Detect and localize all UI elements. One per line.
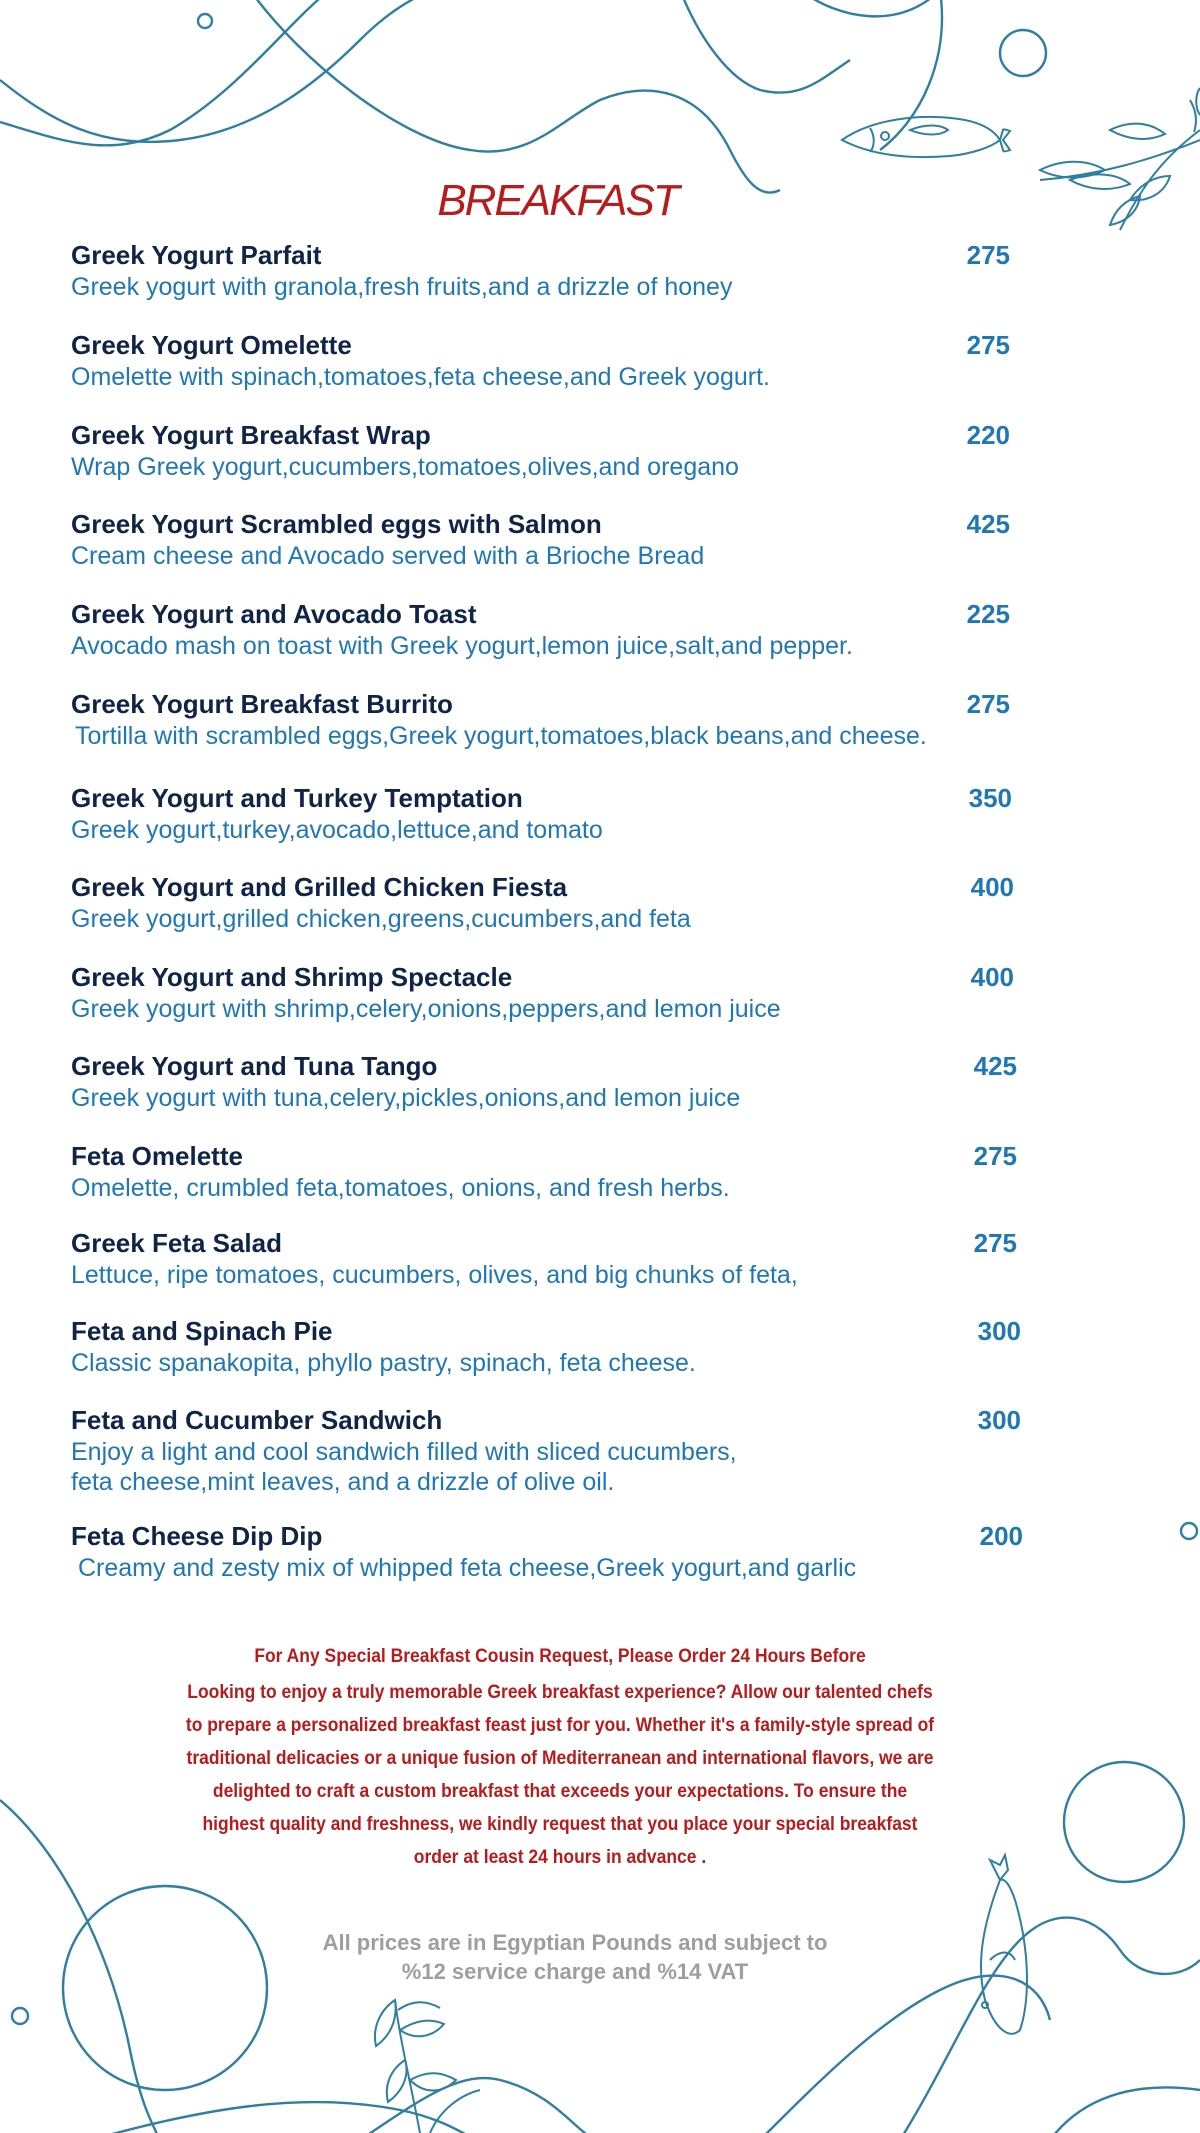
- menu-item-description: Greek yogurt with shrimp,celery,onions,peppers,and lemon juice: [71, 995, 781, 1023]
- circle-ornament-icon: [1181, 1523, 1197, 1539]
- wave-line-bottom-1: [0, 1800, 160, 2133]
- menu-item-name: Greek Yogurt Scrambled eggs with Salmon: [71, 509, 602, 539]
- menu-item: [71, 689, 1081, 751]
- special-request-line: traditional delicacies or a unique fusion of Mediterranean and international flavors, we are: [186, 1748, 934, 1769]
- menu-item-name: Greek Feta Salad: [71, 1228, 282, 1258]
- wave-line-bottom-6: [1050, 2087, 1200, 2133]
- menu-item-description: Greek yogurt with granola,fresh fruits,and a drizzle of honey: [71, 273, 733, 301]
- menu-item-price: 275: [966, 330, 1010, 360]
- menu-item: [71, 420, 1081, 482]
- menu-item-price: 275: [973, 1141, 1017, 1171]
- wave-line-top-5: [800, 0, 940, 16]
- menu-item: [71, 509, 1081, 571]
- menu-item-price: 400: [970, 962, 1014, 992]
- fish-icon: [842, 117, 1010, 157]
- menu-item-description: Classic spanakopita, phyllo pastry, spinach, feta cheese.: [71, 1349, 696, 1377]
- menu-item-description: Omelette, crumbled feta,tomatoes, onions, and fresh herbs.: [71, 1174, 730, 1202]
- wave-line-top-2: [0, 0, 460, 142]
- wave-line-bottom-2: [90, 2102, 480, 2133]
- menu-item-name: Greek Yogurt and Shrimp Spectacle: [71, 962, 513, 992]
- menu-item-description: Wrap Greek yogurt,cucumbers,tomatoes,olives,and oregano: [71, 453, 739, 481]
- menu-item-price: 425: [973, 1051, 1017, 1081]
- menu-item-price: 220: [966, 420, 1010, 450]
- menu-item-name: Feta Omelette: [71, 1141, 243, 1171]
- menu-item-price: 200: [979, 1521, 1023, 1551]
- menu-item-name: Greek Yogurt Omelette: [71, 330, 352, 360]
- menu-item-description: feta cheese,mint leaves, and a drizzle of olive oil.: [71, 1468, 615, 1496]
- menu-item-price: 425: [966, 509, 1010, 539]
- menu-item: [71, 330, 1081, 392]
- menu-item: [71, 1405, 1081, 1497]
- menu-item-description: Greek yogurt,grilled chicken,greens,cucumbers,and feta: [71, 905, 691, 933]
- menu-item: [71, 1141, 1081, 1203]
- menu-item-description: Cream cheese and Avocado served with a Brioche Bread: [71, 542, 705, 570]
- prices-note-line-2: %12 service charge and %14 VAT: [401, 1959, 749, 1984]
- fish-icon: [981, 1855, 1027, 2034]
- circle-ornament-icon: [1000, 30, 1046, 76]
- menu-item-price: 275: [966, 240, 1010, 270]
- menu-item-description: Enjoy a light and cool sandwich filled with sliced cucumbers,: [71, 1438, 737, 1466]
- wave-line-bottom-3: [360, 2078, 600, 2133]
- special-request-line: delighted to craft a custom breakfast that exceeds your expectations. To ensure the: [212, 1781, 908, 1802]
- wave-line-bottom-5: [760, 1976, 1050, 2133]
- menu-item-name: Greek Yogurt and Grilled Chicken Fiesta: [71, 872, 568, 902]
- menu-title: BREAKFAST: [437, 176, 678, 225]
- special-request-line: to prepare a personalized breakfast feast just for you. Whether it's a family-style spread of: [185, 1715, 935, 1736]
- wave-line-bottom-4: [900, 1918, 1200, 2133]
- menu-item: [71, 783, 1081, 845]
- special-request-heading: For Any Special Breakfast Cousin Request, Please Order 24 Hours Before: [254, 1646, 866, 1667]
- menu-item-description: Lettuce, ripe tomatoes, cucumbers, olives, and big chunks of feta,: [71, 1261, 798, 1289]
- menu-item-name: Feta and Spinach Pie: [71, 1316, 333, 1346]
- menu-item: [71, 1316, 1081, 1378]
- olive-branch-icon: [375, 2000, 480, 2133]
- prices-note-line-1: All prices are in Egyptian Pounds and subject to: [322, 1930, 828, 1955]
- menu-item-name: Greek Yogurt Parfait: [71, 240, 322, 270]
- menu-item-description: Tortilla with scrambled eggs,Greek yogurt,tomatoes,black beans,and cheese.: [75, 722, 927, 750]
- menu-item-name: Feta Cheese Dip Dip: [71, 1521, 323, 1551]
- menu-item-description: Greek yogurt,turkey,avocado,lettuce,and tomato: [71, 816, 603, 844]
- menu-item: [71, 1228, 1081, 1290]
- circle-ornament-icon: [12, 2008, 28, 2024]
- wave-line-top-3: [250, 0, 780, 193]
- special-request-line: order at least 24 hours in advance .: [413, 1847, 707, 1868]
- menu-item-description: Omelette with spinach,tomatoes,feta cheese,and Greek yogurt.: [71, 363, 770, 391]
- special-request-line: Looking to enjoy a truly memorable Greek breakfast experience? Allow our talented chefs: [187, 1682, 933, 1703]
- menu-item-name: Greek Yogurt and Turkey Temptation: [71, 783, 523, 813]
- menu-item: [71, 1051, 1081, 1113]
- menu-item-description: Creamy and zesty mix of whipped feta cheese,Greek yogurt,and garlic: [78, 1554, 857, 1582]
- wave-line-top-4: [680, 0, 850, 93]
- menu-item-name: Greek Yogurt and Avocado Toast: [71, 599, 477, 629]
- menu-item-description: Greek yogurt with tuna,celery,pickles,onions,and lemon juice: [71, 1084, 741, 1112]
- menu-item-name: Feta and Cucumber Sandwich: [71, 1405, 443, 1435]
- prices-note: [250, 1928, 900, 1986]
- menu-item-name: Greek Yogurt Breakfast Burrito: [71, 689, 453, 719]
- menu-item: [71, 599, 1081, 661]
- menu-item-price: 225: [966, 599, 1010, 629]
- menu-item-description: Avocado mash on toast with Greek yogurt,lemon juice,salt,and pepper.: [71, 632, 853, 660]
- circle-ornament-icon: [1064, 1762, 1184, 1882]
- wave-line-top-1: [0, 0, 330, 145]
- menu-item-price: 400: [970, 872, 1014, 902]
- circle-ornament-icon: [63, 1886, 267, 2090]
- menu-item-price: 300: [977, 1405, 1021, 1435]
- menu-item: [71, 872, 1081, 934]
- wave-line-top-6: [880, 0, 942, 150]
- menu-item-name: Greek Yogurt Breakfast Wrap: [71, 420, 431, 450]
- menu-item: [71, 962, 1081, 1024]
- menu-item-price: 350: [968, 783, 1012, 813]
- menu-item: [71, 1521, 1081, 1583]
- menu-item-price: 300: [977, 1316, 1021, 1346]
- special-request-body: [183, 1676, 937, 1874]
- circle-ornament-icon: [198, 14, 212, 28]
- menu-item-price: 275: [973, 1228, 1017, 1258]
- special-request-line: highest quality and freshness, we kindly request that you place your special breakfast: [202, 1814, 918, 1835]
- menu-item-price: 275: [966, 689, 1010, 719]
- menu-item-name: Greek Yogurt and Tuna Tango: [71, 1051, 438, 1081]
- menu-item: [71, 240, 1081, 302]
